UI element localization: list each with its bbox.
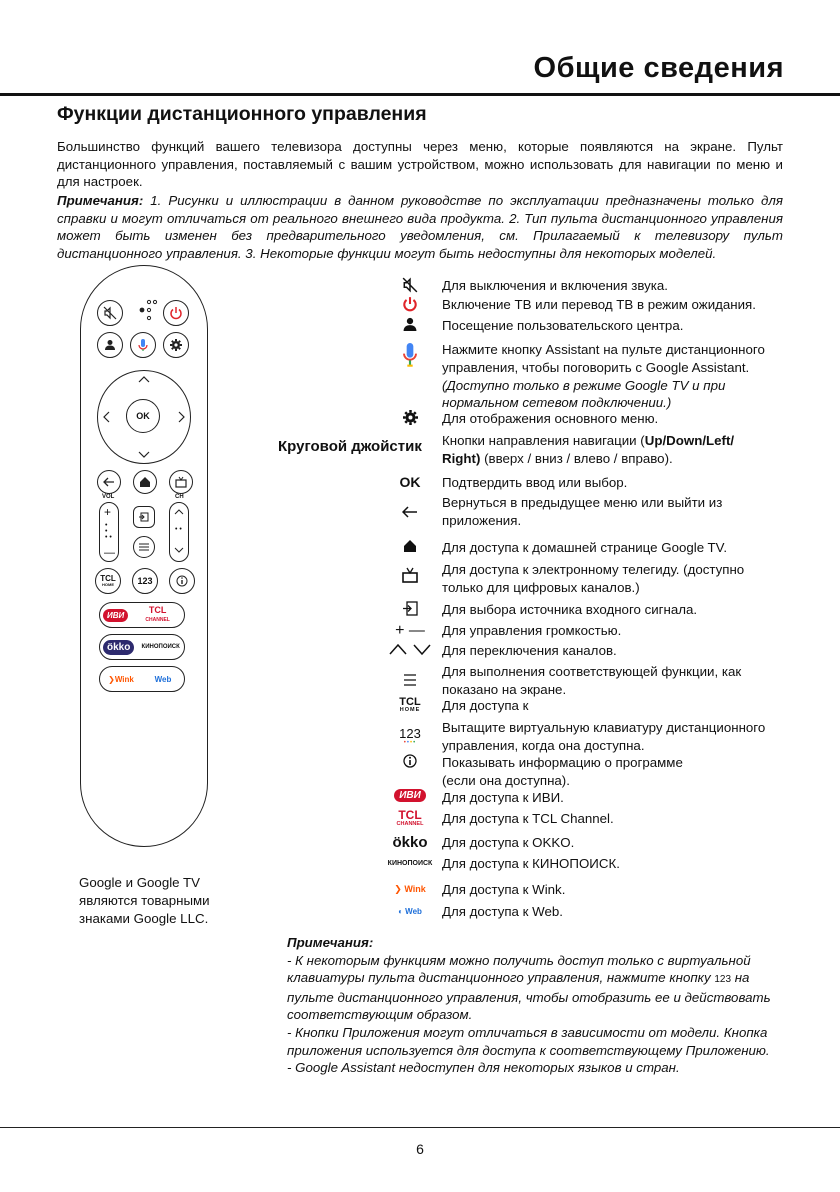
ivi-logo: [378, 789, 442, 807]
bottom-note-2: - Кнопки Приложения могут отличаться в зависимости от модели. Кнопка приложения используется для доступа к соответствующему Приложению.: [287, 1024, 770, 1058]
kinopoisk-logo: КИНОПОИСК: [141, 644, 180, 650]
tcl-home-logo-text: TCL: [399, 695, 421, 708]
power-icon: [169, 306, 183, 320]
legend-row-ok: [378, 474, 798, 492]
google-trademark-note: Google и Google TV являются товарными знаками Google LLC.: [79, 875, 210, 926]
legend-text-ok: Подтвердить ввод или выбор.: [442, 475, 628, 490]
remote-ivi-tcl-channel-button: [99, 602, 185, 628]
keyboard-123-label: 123: [399, 726, 421, 742]
wink-logo-text: Wink: [114, 674, 134, 684]
legend-row-kinopoisk: [378, 855, 798, 873]
minus-icon: —: [104, 547, 115, 559]
tcl-home-logo-sub: HOME: [102, 582, 114, 587]
colored-dots-icon: ••••: [403, 740, 417, 747]
tv-guide-icon: [175, 476, 187, 488]
legend-row-volume: [378, 622, 798, 640]
legend-row-assistant: [378, 341, 798, 412]
info-icon: [378, 754, 442, 790]
remote-input-button: [133, 506, 155, 528]
remote-wink-web-button: [99, 666, 185, 692]
google-assistant-mic-icon: [378, 341, 442, 412]
gear-icon: [378, 410, 442, 428]
legend-row-mute: [378, 277, 798, 295]
channel-up-down-icon: [378, 642, 442, 660]
tcl-home-logo-text: TCL: [100, 574, 116, 583]
legend-row-power: [378, 296, 798, 314]
remote-ok-button: OK: [126, 399, 160, 433]
legend-text-assistant-block: [442, 341, 798, 412]
remote-vol-label: VOL: [102, 494, 115, 500]
web-logo: ◐ Web: [378, 903, 442, 921]
volume-plus-minus-icon: + —: [395, 622, 425, 639]
legend-text-navigation: [442, 432, 734, 468]
legend-row-tcl-home: [378, 697, 798, 715]
legend-row-back: [378, 494, 798, 530]
legend-text-123: Вытащите виртуальную клавиатуру дистанционного управления, когда она доступна.: [442, 720, 766, 753]
keyboard-123-icon: [378, 719, 442, 755]
menu-icon: [139, 543, 149, 551]
remote-dpad: [97, 370, 191, 464]
mute-icon: [103, 306, 117, 320]
remote-settings-button: [163, 332, 189, 358]
remote-okko-kinopoisk-button: [99, 634, 185, 660]
legend-row-navigation: [378, 432, 798, 468]
remote-assistant-button: [130, 332, 156, 358]
remote-mute-button: [97, 300, 123, 326]
input-icon: [139, 512, 149, 522]
legend-text-power: Включение ТВ или перевод ТВ в режим ожидания.: [442, 297, 756, 312]
home-icon: [378, 539, 442, 557]
legend-text-home: Для доступа к домашней странице Google TV.: [442, 540, 728, 555]
remote-guide-button: [169, 470, 193, 494]
power-icon: [378, 296, 442, 314]
legend-row-123: [378, 719, 798, 755]
legend-row-web: [378, 903, 798, 921]
tv-guide-icon: [378, 561, 442, 597]
chevron-right-icon: [178, 411, 186, 423]
legend-text-nav-b: (вверх / вниз / влево / вправо).: [480, 450, 673, 466]
tcl-home-logo-sub: HOME: [399, 706, 421, 713]
tcl-channel-logo: [131, 606, 184, 624]
menu-icon: [378, 663, 442, 699]
legend-row-okko: [378, 834, 798, 852]
legend-row-info: [378, 754, 798, 790]
back-arrow-icon: [103, 477, 115, 487]
legend-row-menu: [378, 663, 798, 699]
header-rule: [0, 93, 840, 96]
page-title: Общие сведения: [533, 52, 784, 84]
legend-row-channel: [378, 642, 798, 660]
note-paragraph: [57, 192, 783, 262]
intro-paragraph: Большинство функций вашего телевизора доступны через меню, которые появляются на экране. Пульт дистанционного управления, поставляемый с вашим устройством, можно использовать для навигации по меню и для настроек.: [57, 139, 783, 190]
ok-label: OK: [399, 474, 421, 490]
legend-row-guide: [378, 561, 798, 597]
bottom-note-3: - Google Assistant недоступен для некоторых языков и стран.: [287, 1060, 680, 1076]
note-label: Примечания:: [57, 193, 144, 208]
chevron-down-icon: [174, 547, 184, 553]
legend-text-assistant-note: (Доступно только в режиме Google TV и при нормальном сетевом подключении.): [442, 377, 726, 411]
back-arrow-icon: [378, 494, 442, 530]
legend-row-home: [378, 539, 798, 557]
profile-icon: [378, 317, 442, 335]
chevron-up-icon: [174, 509, 184, 515]
legend-row-settings: [378, 410, 798, 428]
legend-text-mute: Для выключения и включения звука.: [442, 278, 668, 293]
legend-text-input: Для выбора источника входного сигнала.: [442, 602, 698, 617]
bottom-note-1: [287, 952, 797, 1024]
remote-profile-button: [97, 332, 123, 358]
chevron-down-icon: [138, 451, 150, 459]
navigation-icon: [378, 432, 442, 468]
wink-logo-text: Wink: [404, 884, 426, 894]
plus-icon: +: [104, 505, 112, 519]
tcl-channel-logo-text: TCL: [398, 808, 422, 822]
remote-123-button: 123: [132, 568, 158, 594]
dots-icon: • • • •: [105, 522, 112, 541]
tcl-channel-logo-sub: CHANNEL: [145, 617, 170, 623]
legend-text-info: Показывать информацию о программе (если она доступна).: [442, 755, 683, 788]
bottom-note-1b: на пульте дистанционного управления, чтобы отобразить ее и действовать соответствующим образом.: [287, 970, 771, 1023]
mic-icon: [137, 338, 149, 352]
legend-text-channel: Для переключения каналов.: [442, 643, 617, 658]
legend-text-tcl-channel: Для доступа к TCL Channel.: [442, 811, 614, 826]
legend-text-assistant: Нажмите кнопку Assistant на пульте дистанционного управления, чтобы поговорить с Google Assistant.: [442, 342, 765, 375]
ivi-logo: ИВИ: [103, 609, 128, 622]
remote-volume-rocker: [99, 502, 119, 562]
tcl-home-logo: [378, 697, 442, 715]
legend-text-nav-bold1: Up/Down/Left/: [644, 433, 735, 448]
legend-row-tcl-channel: [378, 810, 798, 828]
info-icon: [176, 575, 188, 587]
tcl-channel-logo: [378, 810, 442, 828]
joystick-label: Круговой джойстик: [278, 438, 422, 455]
page-number: 6: [416, 1141, 424, 1157]
legend-text-okko: Для доступа к OKKO.: [442, 835, 575, 850]
profile-icon: [104, 339, 116, 351]
legend-text-back: Вернуться в предыдущее меню или выйти из приложения.: [442, 495, 723, 528]
remote-illustration: [80, 265, 208, 847]
chevron-left-icon: [102, 411, 110, 423]
bottom-notes: [287, 934, 797, 1077]
legend-text-kinopoisk: Для доступа к КИНОПОИСК.: [442, 856, 620, 871]
input-icon: [378, 601, 442, 619]
remote-ch-label: CH: [175, 494, 184, 500]
keyboard-123-icon: 123: [714, 974, 732, 986]
footer-rule: [0, 1127, 840, 1128]
remote-info-button: [169, 568, 195, 594]
legend-text-volume: Для управления громкостью.: [442, 623, 622, 638]
legend-row-input: [378, 601, 798, 619]
okko-logo: ökko: [392, 834, 428, 851]
note-text: 1. Рисунки и иллюстрации в данном руководстве по эксплуатации предназначены только для справки и могут отличаться от реального внешнего вида продукта. 2. Тип пульта дистанционного управления может быть изменен без предварительного уведомления, см. Прилагаемый к телевизору пульт дистанционного управления. 3. Некоторые функции могут быть недоступны для некоторых моделей.: [57, 193, 783, 261]
legend-row-wink: [378, 881, 798, 899]
gear-icon: [170, 339, 182, 351]
remote-mic-dots-icon: [135, 298, 159, 322]
dots-icon: • •: [175, 526, 182, 533]
legend-text-wink: Для доступа к Wink.: [442, 882, 566, 897]
home-icon: [139, 476, 151, 488]
legend-text-ivi: Для доступа к ИВИ.: [442, 790, 564, 805]
legend-text-guide: Для доступа к электронному телегиду. (доступно только для цифровых каналов.): [442, 562, 745, 595]
ivi-logo-text: ИВИ: [394, 789, 426, 802]
remote-power-button: [163, 300, 189, 326]
wink-logo: ❯Wink: [108, 674, 134, 684]
web-logo-text: Web: [405, 907, 422, 916]
legend-text-nav-bold2: Right): [442, 450, 481, 466]
chevron-up-icon: [138, 375, 150, 383]
legend-text-settings: Для отображения основного меню.: [442, 411, 659, 426]
legend-text-web: Для доступа к Web.: [442, 904, 563, 919]
tcl-channel-logo-sub: CHANNEL: [396, 821, 424, 827]
bottom-notes-heading: Примечания:: [287, 935, 374, 950]
web-logo: Web: [154, 674, 172, 684]
okko-logo: ökko: [103, 640, 134, 655]
remote-menu-button: [133, 536, 155, 558]
tcl-channel-logo-text: TCL: [148, 605, 167, 615]
remote-home-button: [133, 470, 157, 494]
section-title: Функции дистанционного управления: [57, 103, 427, 125]
kinopoisk-logo: КИНОПОИСК: [387, 860, 433, 867]
mute-icon: [378, 277, 442, 295]
remote-back-button: [97, 470, 121, 494]
legend-row-profile: [378, 317, 798, 335]
wink-logo: ❯ Wink: [378, 881, 442, 899]
legend-row-ivi: [378, 789, 798, 807]
legend-text-menu: Для выполнения соответствующей функции, как показано на экране.: [442, 664, 742, 697]
remote-channel-rocker: [169, 502, 189, 562]
legend-text-tcl-home: Для доступа к: [442, 698, 529, 713]
legend-text-nav-a: Кнопки направления навигации (: [442, 433, 645, 448]
bottom-note-1a: - К некоторым функциям можно получить доступ только с виртуальной клавиатуры пульта дистанционного управления, нажмите кнопку: [287, 952, 751, 986]
legend-text-profile: Посещение пользовательского центра.: [442, 318, 684, 333]
remote-tcl-home-button: [95, 568, 121, 594]
